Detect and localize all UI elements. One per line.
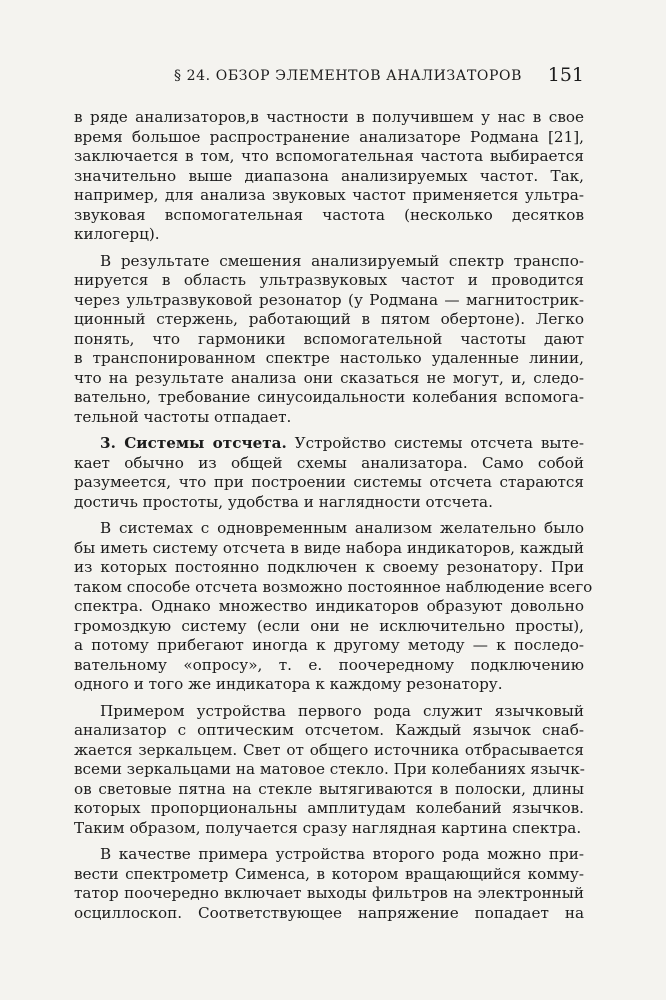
text-line: в ряде анализаторов,в частности в получившем у нас в свое bbox=[74, 108, 584, 126]
paragraph bbox=[74, 252, 584, 428]
text-line: тельной частоты отпадает. bbox=[74, 407, 292, 426]
paragraph bbox=[74, 845, 584, 923]
paragraph bbox=[74, 702, 584, 839]
text-line: а потому прибегают иногда к другому методу — к последо- bbox=[74, 636, 584, 654]
text-line: время большое распространение анализаторе Родмана [21], bbox=[74, 127, 584, 146]
text-line: В системах с одновременным анализом желательно было bbox=[100, 519, 584, 537]
text-line: В качестве примера устройства второго рода можно при- bbox=[100, 845, 584, 863]
text-line: которых пропорциональны амплитудам колебаний язычков. bbox=[74, 799, 584, 817]
text-line: ционный стержень, работающий в пятом обертоне). Легко bbox=[74, 310, 584, 328]
text-line: звуковая вспомогательная частота (несколько десятков bbox=[74, 205, 584, 224]
text-line: ов световые пятна на стекле вытягиваются в полоски, длины bbox=[74, 779, 584, 798]
text-line: в транспонированном спектре настолько удаленные линии, bbox=[74, 349, 584, 367]
text-line: кает обычно из общей схемы анализатора. Само собой bbox=[74, 453, 584, 472]
text-line: таком способе отсчета возможно постоянное наблюдение всего bbox=[74, 577, 593, 596]
heading-line-rest: Устройство системы отсчета выте- bbox=[286, 434, 584, 452]
paragraph bbox=[74, 108, 584, 245]
text-line: вести спектрометр Сименса, в котором вращающийся комму- bbox=[74, 864, 584, 883]
text-line: одного и того же индикатора к каждому резонатору. bbox=[74, 675, 503, 693]
paragraph bbox=[74, 519, 593, 695]
text-line: В результате смешения анализируемый спектр транспо- bbox=[100, 251, 584, 270]
text-line: через ультразвуковой резонатор (у Родмана — магнитострик- bbox=[74, 290, 584, 309]
page-number: 151 bbox=[547, 64, 584, 86]
text-line: значительно выше диапазона анализируемых частот. Так, bbox=[74, 166, 584, 185]
text-line: Примером устройства первого рода служит язычковый bbox=[100, 701, 584, 720]
running-header bbox=[74, 64, 584, 90]
text-line: бы иметь систему отсчета в виде набора индикаторов, каждый bbox=[74, 538, 584, 557]
text-line: всеми зеркальцами на матовое стекло. При колебаниях язычк- bbox=[74, 760, 585, 778]
text-line: татор поочередно включает выходы фильтров на электронный bbox=[74, 884, 584, 902]
text-line: нируется в область ультразвуковых частот и проводится bbox=[74, 271, 584, 289]
text-line: жается зеркальцем. Свет от общего источника отбрасывается bbox=[74, 740, 584, 759]
text-line: достичь простоты, удобства и наглядности отсчета. bbox=[74, 492, 493, 511]
subsection-paragraph bbox=[74, 434, 584, 512]
text-line: спектра. Однако множество индикаторов образуют довольно bbox=[74, 597, 584, 615]
text-line: вательному «опросу», т. е. поочередному подключению bbox=[74, 655, 584, 674]
text-line: килогерц). bbox=[74, 225, 160, 243]
subsection-heading: 3. Системы отсчета. bbox=[100, 434, 287, 452]
section-title: § 24. ОБЗОР ЭЛЕМЕНТОВ АНАЛИЗАТОРОВ bbox=[174, 68, 522, 84]
text-line: например, для анализа звуковых частот применяется ультра- bbox=[74, 186, 584, 204]
text-line: громоздкую систему (если они не исключительно просты), bbox=[74, 616, 584, 635]
text-line: анализатор с оптическим отсчетом. Каждый язычок снаб- bbox=[74, 721, 584, 739]
text-line: что на результате анализа они сказаться не могут, и, следо- bbox=[74, 368, 584, 387]
text-line: осциллоскоп. Соответствующее напряжение попадает на bbox=[74, 903, 584, 922]
text-line bbox=[74, 434, 584, 454]
text-line: понять, что гармоники вспомогательной частоты дают bbox=[74, 329, 584, 348]
text-line: Таким образом, получается сразу наглядная картина спектра. bbox=[74, 818, 582, 837]
text-line: разумеется, что при построении системы отсчета стараются bbox=[74, 473, 584, 491]
text-line: вательно, требование синусоидальности колебания вспомога- bbox=[74, 388, 584, 406]
text-line: из которых постоянно подключен к своему резонатору. При bbox=[74, 558, 584, 576]
page-body bbox=[74, 108, 593, 923]
text-line: заключается в том, что вспомогательная частота выбирается bbox=[74, 147, 584, 165]
